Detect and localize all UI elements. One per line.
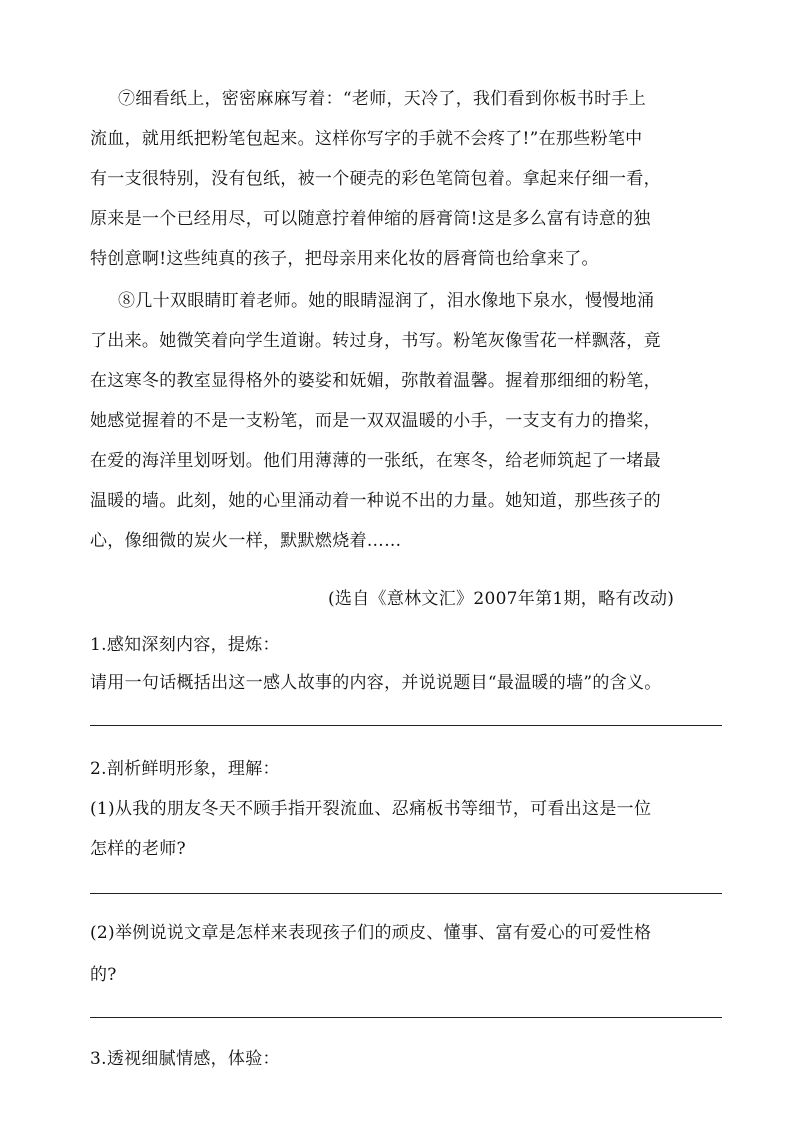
answer-line-1[interactable] — [90, 725, 722, 726]
paragraph-8-line-6: 温暖的墙。此刻，她的心里涌动着一种说不出的力量。她知道，那些孩子的 — [90, 491, 661, 511]
source-citation: (选自《意林文汇》2007年第1期，略有改动) — [328, 589, 675, 609]
question-2-title: 2.剖析鲜明形象，理解： — [90, 759, 280, 779]
paragraph-8-line-2: 了出来。她微笑着向学生道谢。转过身，书写。粉笔灰像雪花一样飘落，竟 — [90, 331, 661, 351]
paragraph-8-line-3: 在这寒冬的教室显得格外的婆娑和妩媚，弥散着温馨。握着那细细的粉笔， — [90, 371, 661, 391]
question-2-1-line-2: 怎样的老师? — [90, 839, 186, 859]
answer-line-2-2[interactable] — [90, 1017, 722, 1018]
paragraph-8-line-7: 心，像细微的炭火一样，默默燃烧着…… — [90, 531, 402, 551]
question-2-1-line-1: (1)从我的朋友冬天不顾手指开裂流血、忍痛板书等细节，可看出这是一位 — [90, 799, 652, 819]
paragraph-7-line-4: 原来是一个已经用尽，可以随意拧着伸缩的唇膏筒!这是多么富有诗意的独 — [90, 209, 651, 229]
answer-line-2-1[interactable] — [90, 893, 722, 894]
paragraph-7-line-1: ⑦细看纸上，密密麻麻写着：“老师，天冷了，我们看到你板书时手上 — [118, 89, 646, 109]
question-1-title: 1.感知深刻内容，提炼： — [90, 635, 280, 655]
question-3-title: 3.透视细腻情感，体验： — [90, 1049, 280, 1069]
question-2-2-line-2: 的? — [90, 965, 117, 985]
question-1-text: 请用一句话概括出这一感人故事的内容，并说说题目“最温暖的墙”的含义。 — [90, 673, 662, 693]
paragraph-7-line-2: 流血，就用纸把粉笔包起来。这样你写字的手就不会疼了!”在那些粉笔中 — [90, 129, 643, 149]
paragraph-7-line-5: 特创意啊!这些纯真的孩子，把母亲用来化妆的唇膏筒也给拿来了。 — [90, 249, 599, 269]
paragraph-8-line-5: 在爱的海洋里划呀划。他们用薄薄的一张纸，在寒冬，给老师筑起了一堵最 — [90, 451, 661, 471]
paragraph-8-line-1: ⑧几十双眼睛盯着老师。她的眼睛湿润了，泪水像地下泉水，慢慢地涌 — [118, 291, 655, 311]
paragraph-8-line-4: 她感觉握着的不是一支粉笔，而是一双双温暖的小手，一支支有力的撸桨， — [90, 411, 661, 431]
paragraph-7-line-3: 有一支很特别，没有包纸，被一个硬壳的彩色笔筒包着。拿起来仔细一看， — [90, 169, 661, 189]
question-2-2-line-1: (2)举例说说文章是怎样来表现孩子们的顽皮、懂事、富有爱心的可爱性格 — [90, 923, 652, 943]
